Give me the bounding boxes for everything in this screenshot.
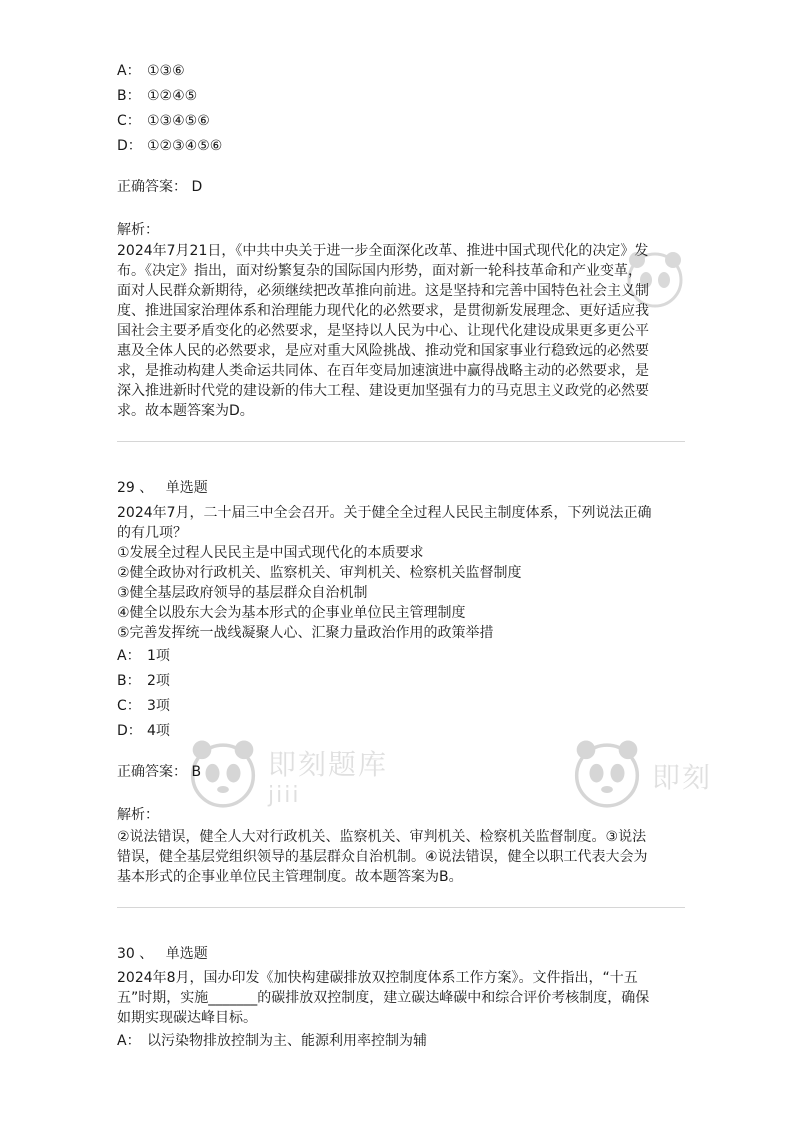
option-label: D：: [117, 138, 142, 154]
question-header: [117, 944, 208, 964]
answer-value: D: [191, 179, 203, 195]
analysis-heading: 解析：: [117, 807, 159, 823]
statement: ②健全政协对行政机关、监察机关、审判机关、检察机关监督制度: [117, 565, 522, 581]
option-c: [117, 696, 170, 716]
option-a: [117, 646, 170, 666]
question-stem: [117, 503, 687, 643]
analysis-line: 面对人民群众新期待，必须继续把改革推向前进。这是坚持和完善中国特色社会主义制: [117, 283, 649, 299]
option-label: B：: [117, 88, 141, 104]
watermark-site: jiii: [268, 783, 301, 808]
option-label: C：: [117, 698, 141, 714]
statement: ①发展全过程人民民主是中国式现代化的本质要求: [117, 545, 424, 561]
stem-line: 五”时期，实施_______的碳排放双控制度，建立碳达峰碳中和综合评价考核制度，确保: [117, 990, 650, 1006]
option-text: ①②④⑤: [147, 88, 198, 104]
analysis-line: 惠及全体人民的必然要求，是应对重大风险挑战、推动党和国家事业行稳致远的必然要: [117, 343, 649, 359]
stem-line: 如期实现碳达峰目标。: [117, 1010, 257, 1026]
option-b: [117, 86, 197, 106]
option-text: 2项: [147, 673, 170, 689]
option-a: [117, 61, 185, 81]
option-label: D：: [117, 723, 142, 739]
question-type: 单选题: [165, 480, 208, 496]
watermark-text: 即刻题库: [268, 748, 389, 781]
option-label: A：: [117, 1033, 141, 1049]
analysis-line: ②说法错误，健全人大对行政机关、监察机关、审判机关、检察机关监督制度。③说法: [117, 829, 647, 845]
answer-value: B: [191, 764, 202, 780]
option-label: C：: [117, 113, 141, 129]
correct-answer: [117, 762, 201, 782]
option-text: 4项: [147, 723, 170, 739]
analysis-line: 2024年7月21日，《中共中央关于进一步全面深化改革、推进中国式现代化的决定》发: [117, 243, 649, 259]
question-stem: [117, 968, 687, 1028]
question-divider: [117, 907, 685, 908]
option-d: [117, 721, 170, 741]
option-d: [117, 136, 222, 156]
option-c: [117, 111, 210, 131]
analysis-heading: 解析：: [117, 222, 159, 238]
option-a: [117, 1031, 427, 1051]
stem-line: 2024年8月，国办印发《加快构建碳排放双控制度体系工作方案》。文件指出，“十五: [117, 970, 638, 986]
option-label: A：: [117, 648, 141, 664]
analysis-line: 布。《决定》指出，面对纷繁复杂的国际国内形势，面对新一轮科技革命和产业变革，: [117, 263, 642, 279]
question-number: 30 、: [117, 946, 154, 962]
watermark-mid-right: 即刻: [572, 738, 712, 813]
option-label: B：: [117, 673, 141, 689]
analysis-line: 基本形式的企事业单位民主管理制度。故本题答案为B。: [117, 869, 463, 885]
question-header: [117, 478, 208, 498]
analysis-line: 深入推进新时代党的建设新的伟大工程、建设更加坚强有力的马克思主义政党的必然要: [117, 383, 649, 399]
analysis-line: 国社会主要矛盾变化的必然要求，是坚持以人民为中心、让现代化建设成果更多更公平: [117, 323, 649, 339]
statement: ④健全以股东大会为基本形式的企事业单位民主管理制度: [117, 605, 466, 621]
option-text: 3项: [147, 698, 170, 714]
watermark-mid-left: [188, 738, 388, 813]
statement: ③健全基层政府领导的基层群众自治机制: [117, 585, 368, 601]
analysis-line: 求，是推动构建人类命运共同体、在百年变局加速演进中赢得战略主动的必然要求，是: [117, 363, 649, 379]
correct-answer: [117, 177, 202, 197]
question-divider: [117, 441, 685, 442]
answer-label: 正确答案：: [117, 764, 187, 780]
option-text: 以污染物排放控制为主、能源利用率控制为辅: [147, 1033, 427, 1049]
analysis-line: 错误，健全基层党组织领导的基层群众自治机制。④说法错误，健全以职工代表大会为: [117, 849, 648, 865]
option-text: ①②③④⑤⑥: [147, 138, 223, 154]
statement: ⑤完善发挥统一战线凝聚人心、汇聚力量政治作用的政策举措: [117, 625, 494, 641]
question-number: 29 、: [117, 480, 154, 496]
panda-logo-icon: [572, 738, 642, 813]
option-label: A：: [117, 63, 141, 79]
stem-line: 的有几项？: [117, 525, 187, 541]
stem-line: 2024年7月，二十届三中全会召开。关于健全全过程人民民主制度体系，下列说法正确: [117, 505, 652, 521]
answer-label: 正确答案：: [117, 179, 187, 195]
analysis-line: 度、推进国家治理体系和治理能力现代化的必然要求，是贯彻新发展理念、更好适应我: [117, 303, 649, 319]
option-text: ①③⑥: [147, 63, 185, 79]
analysis-text: [117, 827, 687, 887]
option-text: 1项: [147, 648, 170, 664]
option-b: [117, 671, 170, 691]
analysis-line: 求。故本题答案为D。: [117, 403, 254, 419]
option-text: ①③④⑤⑥: [147, 113, 210, 129]
analysis-text: [117, 241, 687, 421]
question-type: 单选题: [165, 946, 208, 962]
